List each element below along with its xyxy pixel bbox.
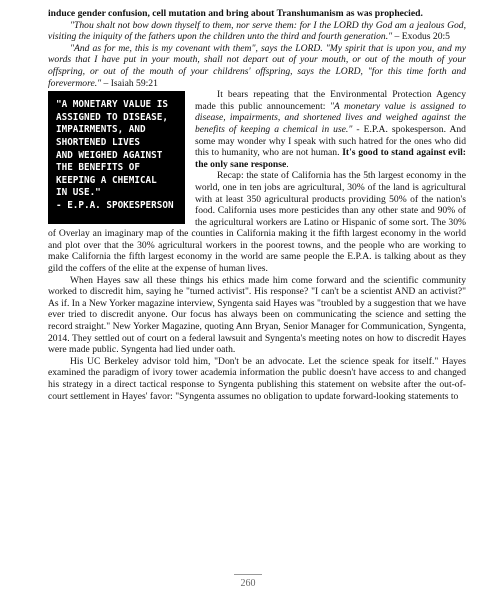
paragraph-recap: Recap: the state of California has the 5th largest economy in the world, one in ten jobs are agricultural, 30% of the land is agricultural with at least 350 agricultural products providing 50% of the nation's food. California uses more pesticides than any other state and 90% of the agricultural workers are Latino or Hispanic of some sort. The 30% of Overlay an imaginary map of the counties in California making it the fifth largest economy in the world and plot over that the 30% agricultural workers in the poorest towns, and the people who are working to make California the fifth largest economy in the world are same people the E.P.A. is talking about as they gild the coffers of the elite at the expense of human lives. (48, 170, 466, 275)
paragraph-hayes: When Hayes saw all these things his ethics made him come forward and the scientific community worked to discredit him, saying he "turned activist". His response? "I can't be a scientist AND an activist?" As if. In a New Yorker magazine interview, Syngenta said Hayes was "troubled by a suggestion that we have ever tried to discredit anyone. Our focus has always been on communicating the science and setting the record straight." New Yorker Magazine, quoting Ann Bryan, Senior Manager for Communication, Syngenta, 2014. They settled out of court on a federal lawsuit and Syngenta's meeting notes on how to discredit Hayes were made public. Syngenta had lied under oath. (48, 274, 466, 356)
paragraph-text: - E.P.A. spokesperson. And some may wonder why I speak with such hatred for the ones who did this to humanity, who are not human. (195, 123, 466, 159)
heading-continuation: induce gender confusion, cell mutation and bring about Transhumanism as was prophecied. (48, 8, 423, 19)
page-number: 260 (240, 578, 256, 589)
page-body (48, 8, 466, 402)
callout-quote: "A MONETARY VALUE IS ASSIGNED TO DISEASE, IMPAIRMENTS, AND SHORTENED LIVES AND WEIGHED AGAINST THE BENEFITS OF KEEPING A CHEMICAL IN USE." - E.P.A. SPOKESPERSON (56, 99, 174, 211)
bold-statement: It's good to stand against evil: the only sane response (195, 147, 466, 170)
paragraph-text: . (286, 158, 289, 170)
callout-box (48, 91, 185, 224)
scripture-quote-isaiah (48, 43, 466, 89)
page-footer (0, 574, 496, 589)
scripture-quote-exodus (48, 20, 466, 43)
footer-rule (234, 574, 262, 575)
quote-text: "Thou shalt not bow down thyself to them, nor serve them: for I the LORD thy God am a jealous God, visiting the iniquity of the fathers upon the children unto the third and fourth generation." (48, 19, 466, 43)
quote-reference: – Isaiah 59:21 (101, 77, 158, 89)
quote-reference: – Exodus 20:5 (392, 31, 450, 43)
paragraph-advisor: His UC Berkeley advisor told him, "Don't be an advocate. Let the science speak for itself." Hayes examined the paradigm of ivory tower academia information the public doesn't have access to and changed his strategy in a direct tactical response to Syngenta publishing this statement on website after the out-of-court settlement in Hayes' favor: "Syngenta assumes no obligation to update forward-looking statements to (48, 355, 466, 402)
epa-quote: "A monetary value is assigned to disease, impairments, and shortened lives and weighed against the benefits of keeping a chemical in use." (195, 100, 466, 135)
paragraph-text: It bears repeating that the Environmental Protection Agency made this public announcement: (195, 89, 466, 112)
quote-text: "And as for me, this is my covenant with them", says the LORD. "My spirit that is upon you, and my words that I have put in your mouth, shall not depart out of your mouth, or out of the mouth of your offspring, or out of the mouth of your childrens' offspring, says the LORD, "for this time forth and forevermore." (48, 42, 466, 89)
